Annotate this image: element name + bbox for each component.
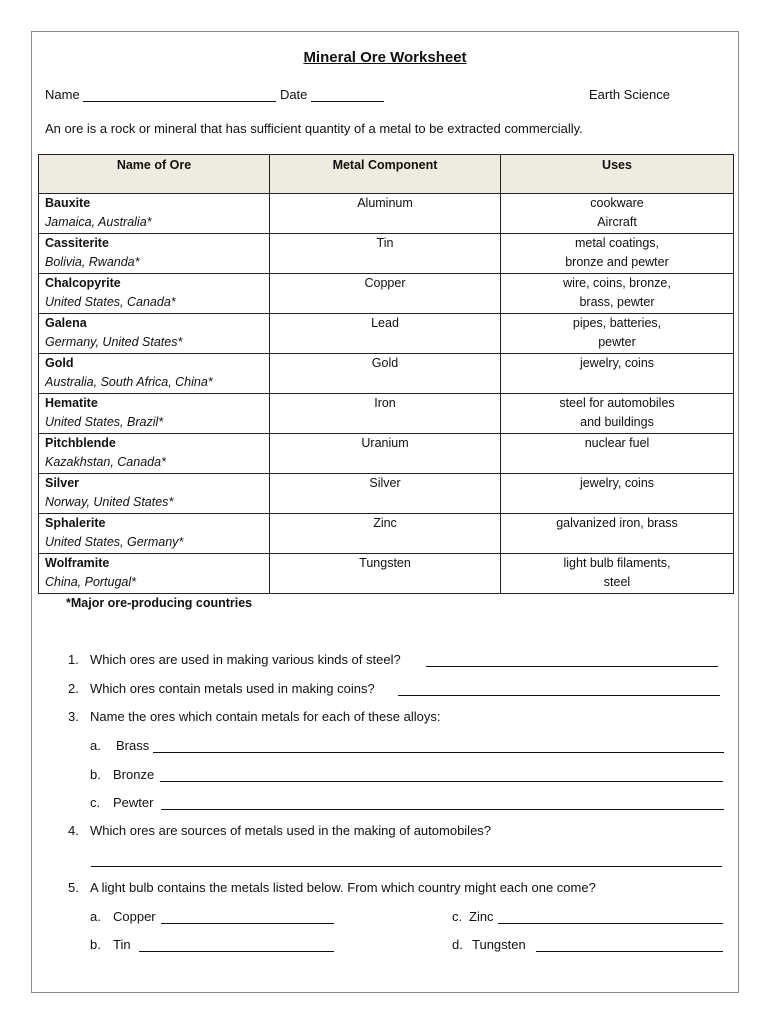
sub-letter: c.: [452, 909, 463, 924]
ore-name: Wolframite: [45, 556, 110, 570]
answer-line-tungsten[interactable]: [536, 951, 723, 952]
intro-text: An ore is a rock or mineral that has sufficient quantity of a metal to be extracted commercially.: [45, 121, 583, 136]
ore-cell: [39, 274, 270, 314]
uses-text: galvanized iron, brass: [556, 516, 678, 530]
uses-cell: [501, 434, 734, 474]
subject-label: Earth Science: [589, 87, 670, 102]
answer-line-q4[interactable]: [91, 866, 722, 867]
uses-cell: [501, 394, 734, 434]
question-5: [68, 880, 596, 895]
uses-text: cookware Aircraft: [590, 196, 644, 229]
sub-letter: a.: [90, 738, 101, 753]
metal-cell: Uranium: [270, 434, 501, 474]
sub-text: Brass: [116, 738, 150, 753]
table-row: [39, 514, 734, 554]
column-header-metal: Metal Component: [270, 155, 501, 194]
question-5d: [452, 937, 526, 952]
question-text: Which ores are sources of metals used in the making of automobiles?: [90, 823, 492, 838]
uses-cell: [501, 554, 734, 594]
metal-cell: Iron: [270, 394, 501, 434]
sub-text: Tungsten: [472, 937, 526, 952]
uses-cell: [501, 354, 734, 394]
ore-countries: Germany, United States*: [45, 335, 183, 349]
metal-cell: Gold: [270, 354, 501, 394]
uses-text: pipes, batteries, pewter: [572, 316, 662, 349]
column-header-uses: Uses: [501, 155, 734, 194]
ore-name: Sphalerite: [45, 516, 106, 530]
ore-table: [38, 154, 734, 594]
question-number: 3.: [68, 709, 79, 724]
sub-letter: b.: [90, 937, 101, 952]
metal-cell: Silver: [270, 474, 501, 514]
metal-cell: Aluminum: [270, 194, 501, 234]
answer-line-q2[interactable]: [398, 695, 720, 696]
ore-name: Hematite: [45, 396, 98, 410]
question-4: [68, 823, 491, 838]
answer-line-brass[interactable]: [153, 752, 724, 753]
uses-cell: [501, 514, 734, 554]
uses-text: metal coatings, bronze and pewter: [565, 236, 669, 269]
ore-cell: [39, 434, 270, 474]
ore-cell: [39, 394, 270, 434]
question-text: Name the ores which contain metals for each of these alloys:: [90, 709, 441, 724]
sub-text: Zinc: [469, 909, 494, 924]
name-date-line: [45, 87, 384, 102]
ore-countries: Jamaica, Australia*: [45, 215, 152, 229]
sub-letter: b.: [90, 767, 101, 782]
answer-line-zinc[interactable]: [498, 923, 723, 924]
ore-countries: United States, Canada*: [45, 295, 176, 309]
ore-name: Cassiterite: [45, 236, 109, 250]
question-number: 4.: [68, 823, 79, 838]
metal-cell: Tungsten: [270, 554, 501, 594]
ore-cell: [39, 314, 270, 354]
ore-name: Chalcopyrite: [45, 276, 121, 290]
ore-countries: Australia, South Africa, China*: [45, 375, 213, 389]
question-5c: [452, 909, 494, 924]
ore-countries: Bolivia, Rwanda*: [45, 255, 140, 269]
sub-text: Pewter: [113, 795, 154, 810]
metal-cell: Tin: [270, 234, 501, 274]
metal-cell: Zinc: [270, 514, 501, 554]
table-row: [39, 274, 734, 314]
uses-text: nuclear fuel: [584, 436, 650, 450]
question-2: [68, 681, 375, 696]
metal-cell: Lead: [270, 314, 501, 354]
sub-letter: d.: [452, 937, 463, 952]
question-number: 2.: [68, 681, 79, 696]
question-text: A light bulb contains the metals listed below. From which country might each one come?: [90, 880, 596, 895]
question-3b: [90, 767, 154, 782]
ore-name: Pitchblende: [45, 436, 116, 450]
table-row: [39, 394, 734, 434]
question-3: [68, 709, 440, 724]
answer-line-tin[interactable]: [139, 951, 334, 952]
date-field[interactable]: [311, 88, 384, 102]
uses-text: steel for automobiles and buildings: [559, 396, 675, 429]
uses-text: light bulb filaments, steel: [563, 556, 671, 589]
name-label: Name: [45, 87, 80, 102]
question-3a: [90, 738, 149, 753]
ore-countries: Norway, United States*: [45, 495, 174, 509]
answer-line-q1[interactable]: [426, 666, 718, 667]
table-row: [39, 434, 734, 474]
question-5b: [90, 937, 131, 952]
ore-name: Gold: [45, 356, 74, 370]
table-row: [39, 194, 734, 234]
question-1: [68, 652, 401, 667]
table-row: [39, 354, 734, 394]
table-row: [39, 314, 734, 354]
ore-name: Galena: [45, 316, 87, 330]
page-title: Mineral Ore Worksheet: [303, 49, 467, 66]
ore-countries: China, Portugal*: [45, 575, 137, 589]
date-label: Date: [279, 87, 308, 102]
table-row: [39, 474, 734, 514]
ore-countries: United States, Germany*: [45, 535, 184, 549]
uses-cell: [501, 194, 734, 234]
ore-countries: United States, Brazil*: [45, 415, 164, 429]
ore-cell: [39, 514, 270, 554]
table-row: [39, 554, 734, 594]
ore-cell: [39, 554, 270, 594]
name-field[interactable]: [83, 88, 276, 102]
table-header-row: [39, 155, 734, 194]
ore-countries: Kazakhstan, Canada*: [45, 455, 166, 469]
metal-cell: Copper: [270, 274, 501, 314]
uses-text: jewelry, coins: [579, 356, 655, 370]
sub-text: Copper: [113, 909, 156, 924]
sub-letter: a.: [90, 909, 101, 924]
ore-cell: [39, 354, 270, 394]
ore-name: Bauxite: [45, 196, 91, 210]
ore-cell: [39, 234, 270, 274]
ore-cell: [39, 474, 270, 514]
sub-text: Bronze: [113, 767, 155, 782]
uses-cell: [501, 274, 734, 314]
uses-text: wire, coins, bronze, brass, pewter: [563, 276, 671, 309]
table-row: [39, 234, 734, 274]
uses-cell: [501, 474, 734, 514]
question-text: Which ores are used in making various kinds of steel?: [90, 652, 401, 667]
uses-cell: [501, 314, 734, 354]
uses-cell: [501, 234, 734, 274]
uses-text: jewelry, coins: [579, 476, 655, 490]
answer-line-bronze[interactable]: [160, 781, 723, 782]
question-3c: [90, 795, 153, 810]
column-header-ore: Name of Ore: [39, 155, 270, 194]
question-number: 1.: [68, 652, 79, 667]
footnote: *Major ore-producing countries: [66, 596, 253, 610]
question-text: Which ores contain metals used in making coins?: [90, 681, 375, 696]
answer-line-copper[interactable]: [161, 923, 334, 924]
question-5a: [90, 909, 156, 924]
question-number: 5.: [68, 880, 79, 895]
answer-line-pewter[interactable]: [161, 809, 724, 810]
ore-name: Silver: [45, 476, 80, 490]
sub-letter: c.: [90, 795, 101, 810]
ore-cell: [39, 194, 270, 234]
sub-text: Tin: [113, 937, 131, 952]
